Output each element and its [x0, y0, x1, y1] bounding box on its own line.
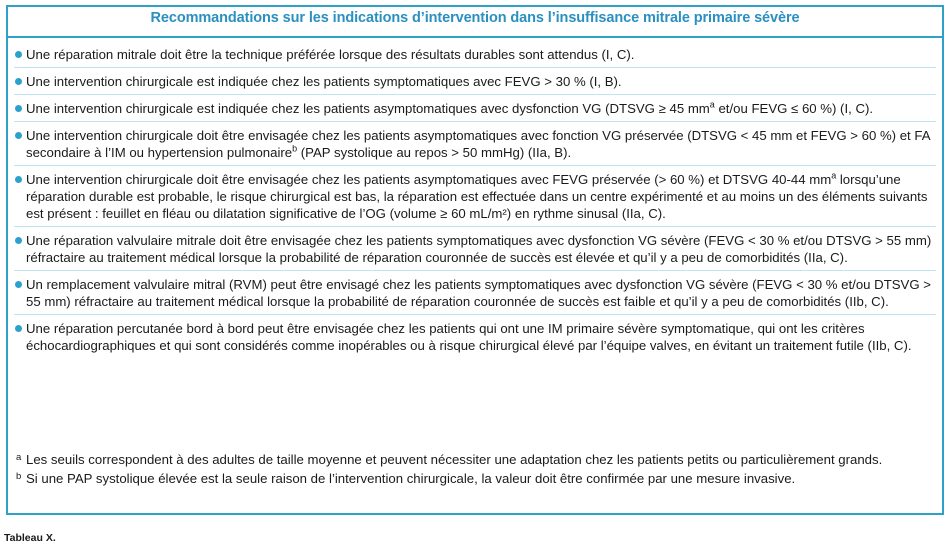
recommendation-item: [14, 71, 936, 95]
recommendation-item: [14, 318, 936, 358]
footnote-ref: a: [709, 99, 715, 110]
recommendation-text: Une intervention chirurgicale est indiquée chez les patients asymptomatiques avec dysfonction VG (DTSVG ≥ 45 mm: [26, 101, 710, 116]
table-caption: Tableau X.: [4, 532, 56, 544]
recommendation-text: Un remplacement valvulaire mitral (RVM) peut être envisagé chez les patients symptomatiques avec dysfonction VG sévère (FEVG < 30 % et/ou DTSVG > 55 mm) réfractaire au traitement médical lorsque la probabilité de réparation couronnée de succès est faible et qu’il y a peu de comorbidités (IIb, C).: [26, 277, 931, 309]
recommendation-item: [14, 169, 936, 227]
recommendation-item: [14, 125, 936, 166]
footnote-mark: b: [16, 471, 22, 482]
bullet-icon: [15, 132, 22, 139]
bullet-icon: [15, 325, 22, 332]
recommendation-text: Une réparation mitrale doit être la technique préférée lorsque des résultats durables sont attendus (I, C).: [26, 47, 635, 62]
footnote-text: Les seuils correspondent à des adultes de taille moyenne et peuvent nécessiter une adaptation chez les patients petits ou particulièrement grands.: [26, 452, 883, 467]
recommendation-text: Une intervention chirurgicale doit être envisagée chez les patients asymptomatiques avec FEVG préservée (> 60 %) et DTSVG 40-44 mm: [26, 172, 832, 187]
footnotes: [14, 452, 936, 490]
recommendation-text: Une réparation percutanée bord à bord peut être envisagée chez les patients qui ont une IM primaire sévère symptomatique, qui ont les critères échocardiographiques et qui sont considérés comme inopérables ou à risque chirurgical élevé par l’équipe valves, en évitant un traitement futile (IIb, C).: [26, 321, 912, 353]
recommendation-item: [14, 98, 936, 122]
recommendations-box: [6, 5, 944, 515]
recommendation-text-cont: et/ou FEVG ≤ 60 %) (I, C).: [714, 101, 874, 116]
bullet-icon: [15, 51, 22, 58]
recommendation-item: [14, 44, 936, 68]
recommendation-list: [14, 44, 936, 361]
footnote-text: Si une PAP systolique élevée est la seule raison de l’intervention chirurgicale, la valeur doit être confirmée par une mesure invasive.: [26, 471, 796, 486]
recommendation-text: Une intervention chirurgicale est indiquée chez les patients symptomatiques avec FEVG > 30 % (I, B).: [26, 74, 622, 89]
recommendation-text: Une intervention chirurgicale doit être envisagée chez les patients asymptomatiques avec fonction VG préservée (DTSVG < 45 mm et FEVG > 60 %) et FA secondaire à l’IM ou hypertension pulmonaire: [26, 128, 930, 160]
bullet-icon: [15, 176, 22, 183]
footnote: [14, 452, 936, 468]
recommendation-text: Une réparation valvulaire mitrale doit être envisagée chez les patients symptomatiques avec dysfonction VG sévère (FEVG < 30 % et/ou DTSVG > 55 mm) réfractaire au traitement médical lorsque la probabilité de réparation couronnée de succès est élevée et qu’il y a peu de comorbidités (IIa, C).: [26, 233, 932, 265]
footnote-ref: b: [292, 143, 298, 154]
bullet-icon: [15, 78, 22, 85]
bullet-icon: [15, 237, 22, 244]
recommendation-text-cont: lorsqu’une réparation durable est probable, le risque chirurgical est bas, la réparation est effectuée dans un centre expérimenté et au moins un des éléments suivants est présent : feuillet en fléau ou dilatation significative de l’OG (volume ≥ 60 mL/m²) en rythme sinusal (IIa, C).: [26, 172, 928, 221]
bullet-icon: [15, 105, 22, 112]
footnote-mark: a: [16, 452, 22, 463]
title-divider: [8, 36, 942, 38]
footnote: [14, 471, 936, 487]
box-title: Recommandations sur les indications d’intervention dans l’insuffisance mitrale primaire sévère: [150, 10, 800, 26]
recommendation-text-cont: (PAP systolique au repos > 50 mmHg) (IIa, B).: [297, 145, 572, 160]
bullet-icon: [15, 281, 22, 288]
footnote-ref: a: [831, 170, 837, 181]
recommendation-item: [14, 274, 936, 315]
recommendation-item: [14, 230, 936, 271]
